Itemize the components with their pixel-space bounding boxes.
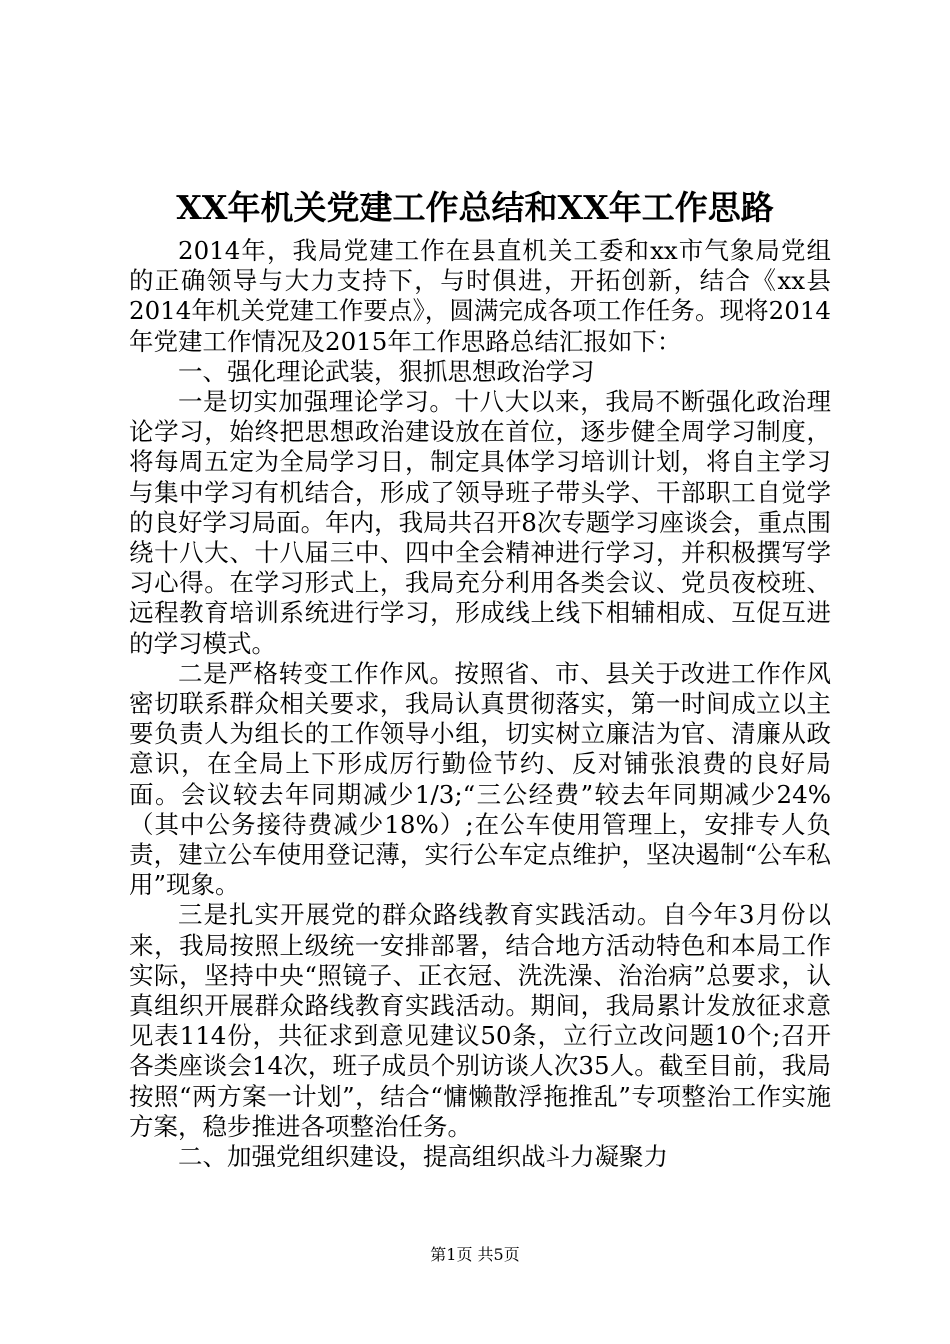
document-title: XX年机关党建工作总结和XX年工作思路	[176, 188, 774, 227]
paragraph-theory-study: 一是切实加强理论学习。十八大以来，我局不断强化政治理论学习，始终把思想政治建设放在首位，逐步健全周学习制度，将每周五定为全局学习日，制定具体学习培训计划，将自主学习与集中学习有机结合，形成了领导班子带头学、干部职工自觉学的良好学习局面。年内，我局共召开8次专题学习座谈会，重点围绕十八大、十八届三中、四中全会精神进行学习，并积极撰写学习心得。在学习形式上，我局充分利用各类会议、党员夜校班、远程教育培训系统进行学习，形成线上线下相辅相成、互促互进的学习模式。	[129, 387, 831, 658]
section-heading-2: 二、加强党组织建设，提高组织战斗力凝聚力	[178, 1142, 668, 1172]
paragraph-intro: 2014年，我局党建工作在县直机关工委和xx市气象局党组的正确领导与大力支持下，与时俱进，开拓创新，结合《xx县2014年机关党建工作要点》，圆满完成各项工作任务。现将2014年党建工作情况及2015年工作思路总结汇报如下：	[129, 236, 831, 356]
paragraph-work-style: 二是严格转变工作作风。按照省、市、县关于改进工作作风密切联系群众相关要求，我局认真贯彻落实，第一时间成立以主要负责人为组长的工作领导小组，切实树立廉洁为官、清廉从政意识，在全局上下形成厉行勤俭节约、反对铺张浪费的良好局面。会议较去年同期减少1/3;“三公经费”较去年同期减少24%（其中公务接待费减少18%）;在公车使用管理上，安排专人负责，建立公车使用登记薄，实行公车定点维护，坚决遏制“公车私用”现象。	[129, 658, 831, 900]
document-body	[129, 236, 831, 1172]
paragraph-mass-line: 三是扎实开展党的群众路线教育实践活动。自今年3月份以来，我局按照上级统一安排部署，结合地方活动特色和本局工作实际，坚持中央“照镜子、正衣冠、洗洗澡、治治病”总要求，认真组织开展群众路线教育实践活动。期间，我局累计发放征求意见表114份，共征求到意见建议50条，立行立改问题10个;召开各类座谈会14次，班子成员个别访谈人次35人。截至目前，我局按照“两方案一计划”，结合“慵懒散浮拖推乱”专项整治工作实施方案，稳步推进各项整治任务。	[129, 900, 831, 1141]
section-heading-1: 一、强化理论武装，狠抓思想政治学习	[178, 356, 595, 386]
page-number-footer: 第1页 共5页	[430, 1245, 520, 1264]
